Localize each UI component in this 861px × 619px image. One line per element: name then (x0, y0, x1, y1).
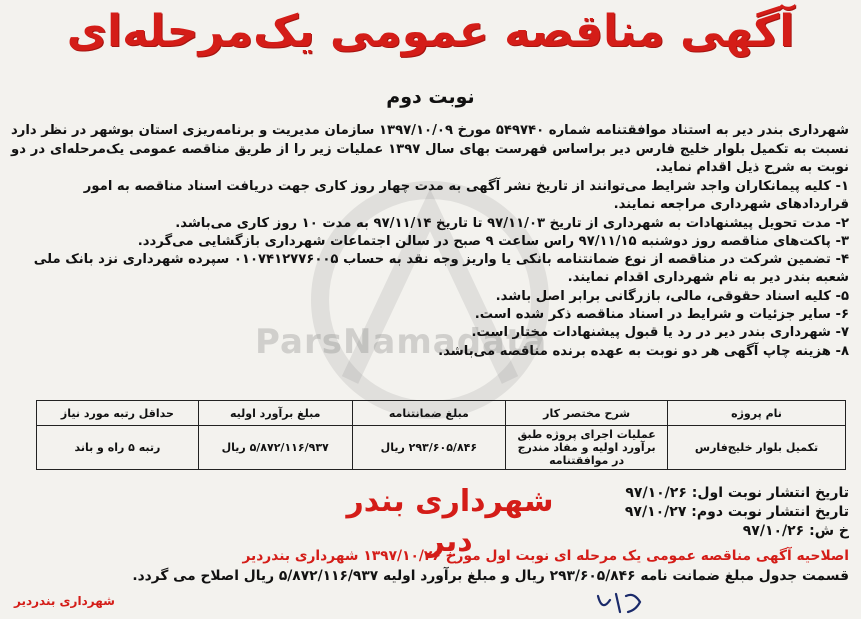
header-min-grade: حداقل رتبه مورد نیاز (37, 401, 199, 426)
publication-dates (549, 484, 849, 541)
second-publication-date: تاریخ انتشار نوبت دوم: ۹۷/۱۰/۲۷ (624, 504, 849, 520)
table-header-row (37, 401, 846, 426)
signature-text: شهرداری بندردیر (14, 594, 115, 608)
header-project-name: نام پروژه (668, 401, 846, 426)
list-item: ۱- کلیه پیمانکاران واجد شرایط می‌توانند از تاریخ نشر آگهی به مدت چهار روز کاری جهت دریافت اسناد مناقصه به امور قراردادهای شهرداری مراجعه نمایند. (83, 179, 849, 213)
publication-code: خ ش: ۹۷/۱۰/۲۶ (742, 523, 849, 539)
notice-title: آگهی مناقصه عمومی یک‌مرحله‌ای (66, 6, 795, 57)
list-item: ۸- هزینه چاپ آگهی هر دو نوبت به عهده برنده مناقصه می‌باشد. (438, 343, 849, 359)
list-item: ۵- کلیه اسناد حقوقی، مالی، بازرگانی برابر اصل باشد. (495, 288, 849, 304)
correction-body: قسمت جدول مبلغ ضمانت نامه ۲۹۳/۶۰۵/۸۴۶ ریال و مبلغ برآورد اولیه ۵/۸۷۲/۱۱۶/۹۳۷ ریال اصلاح می گردد. (132, 568, 849, 584)
list-item: ۶- سایر جزئیات و شرایط در اسناد مناقصه ذکر شده است. (474, 307, 849, 323)
cell-project-name: تکمیل بلوار خلیج‌فارس (668, 426, 846, 470)
list-item: ۷- شهرداری بندر دیر در رد یا قبول پیشنهادات مختار است. (471, 325, 849, 341)
table-row (37, 426, 846, 470)
list-item: ۳- پاکت‌های مناقصه روز دوشنبه ۹۷/۱۱/۱۵ راس ساعت ۹ صبح در سالن اجتماعات شهرداری بازگشایی می‌گردد. (137, 233, 849, 249)
cell-min-grade: رتبه ۵ راه و باند (37, 426, 199, 470)
handwritten-mark-icon (590, 590, 650, 618)
notice-subtitle: نوبت دوم (386, 86, 475, 108)
cell-guarantee-amount: ۲۹۳/۶۰۵/۸۴۶ ریال (352, 426, 506, 470)
watermark-text: ParsNamadata (255, 322, 548, 362)
project-table (36, 400, 846, 470)
intro-paragraph: شهرداری بندر دیر به استناد موافقتنامه شماره ۵۴۹۷۴۰ مورخ ۱۳۹۷/۱۰/۰۹ سازمان مدیریت و برنامه‌ریزی استان بوشهر در نظر دارد نسبت به تکمیل بلوار خلیج فارس دیر براساس فهرست بهای سال ۱۳۹۷ عملیات زیر را از طریق مناقصه عمومی یک‌مرحله‌ای در دو نوبت به شرح ذیل اقدام نماید. (11, 123, 849, 175)
list-item: ۲- مدت تحویل پیشنهادات به شهرداری از تاریخ ۹۷/۱۱/۰۳ تا تاریخ ۹۷/۱۱/۱۴ به مدت ۱۰ روز کاری می‌باشد. (175, 215, 849, 231)
conditions-list (11, 178, 849, 361)
municipality-name: شهرداری بندر دیر (346, 484, 554, 559)
list-item: ۴- تضمین شرکت در مناقصه از نوع ضمانتنامه بانکی یا واریز وجه نقد به حساب ۰۱۰۷۴۱۲۷۷۶۰۰۵ سپرده شهرداری نزد بانک ملی شعبه بندر دیر به نام شهرداری اقدام نمایند. (33, 252, 849, 286)
correction-title: اصلاحیه آگهی مناقصه عمومی یک مرحله ای نوبت اول مورخ ۱۳۹۷/۱۰/۲۶ شهرداری بندردیر (242, 548, 849, 564)
cell-initial-estimate: ۵/۸۷۲/۱۱۶/۹۳۷ ریال (198, 426, 352, 470)
header-guarantee-amount: مبلغ ضمانتنامه (352, 401, 506, 426)
first-publication-date: تاریخ انتشار نوبت اول: ۹۷/۱۰/۲۶ (625, 485, 849, 501)
header-initial-estimate: مبلغ برآورد اولیه (198, 401, 352, 426)
header-work-description: شرح مختصر کار (506, 401, 668, 426)
cell-work-description: عملیات اجرای پروژه طبق برآورد اولیه و مفاد مندرج در موافقتنامه (506, 426, 668, 470)
